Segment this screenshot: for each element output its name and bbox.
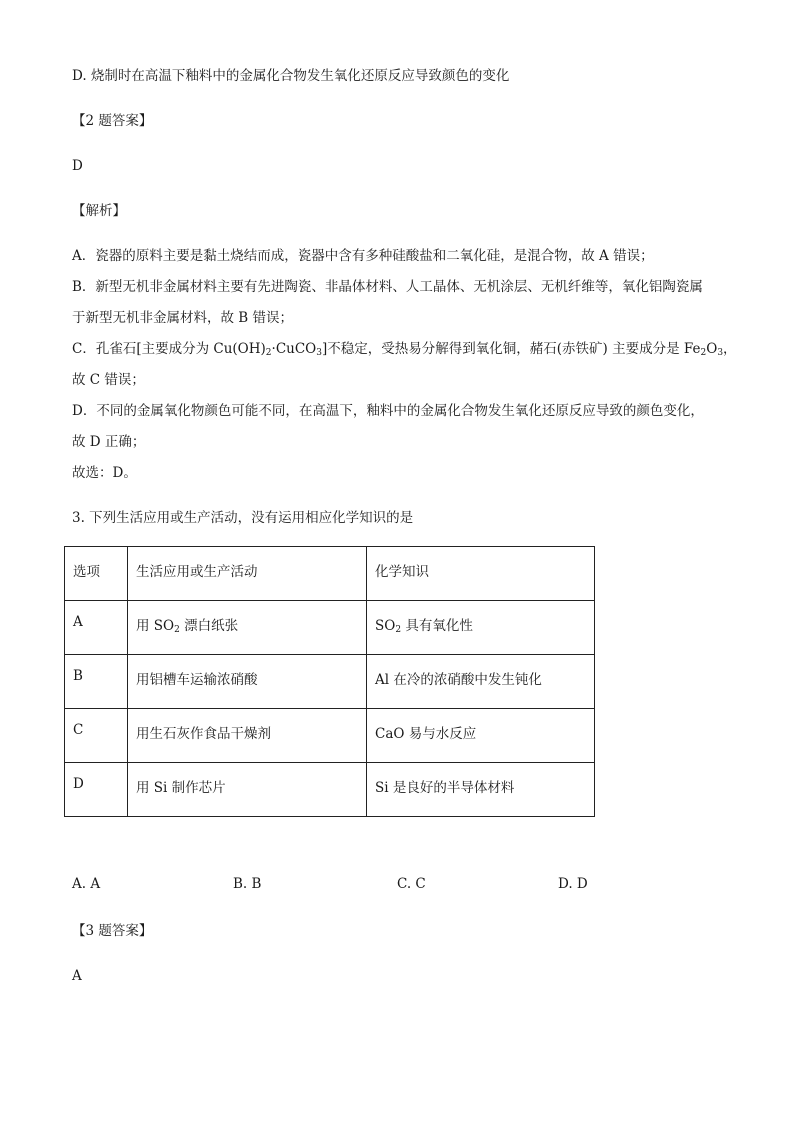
activity-cell: 用铝槽车运输浓硝酸	[128, 655, 367, 709]
q3-answer-heading: 【3 题答案】	[72, 923, 153, 939]
activity-sub: 2	[174, 625, 180, 635]
q2-answer-heading: 【2 题答案】	[72, 113, 153, 129]
q2-analysis-b-line2: 于新型无机非金属材料，故 B 错误；	[72, 310, 294, 326]
option-cell: C	[65, 709, 128, 763]
table-header-cell: 选项	[65, 547, 128, 601]
table-header-cell: 化学知识	[367, 547, 595, 601]
knowledge-cell: Si 是良好的半导体材料	[367, 763, 595, 817]
c-sub-2: 3	[316, 348, 322, 358]
table-row	[65, 709, 595, 763]
q2-conclusion: 故选：D。	[72, 465, 137, 481]
q2-analysis-heading: 【解析】	[72, 203, 126, 219]
q2-analysis-c-line1	[72, 339, 737, 359]
table-row	[65, 655, 595, 709]
table-header-cell: 生活应用或生产活动	[128, 547, 367, 601]
q2-analysis-b-line1: B．新型无机非金属材料主要有先进陶瓷、非晶体材料、人工晶体、无机涂层、无机纤维等，氧化铝陶瓷属	[72, 279, 703, 295]
c-text-5: ，	[723, 341, 737, 357]
table-header-row	[65, 547, 595, 601]
q3-choice-a: A. A	[72, 876, 101, 892]
activity-text: 用 SO	[136, 618, 175, 634]
q2-analysis-c-line2: 故 C 错误；	[72, 372, 145, 388]
activity-cell	[128, 601, 367, 655]
q3-stem: 3. 下列生活应用或生产活动，没有运用相应化学知识的是	[72, 510, 414, 526]
q3-table	[64, 546, 595, 817]
c-text-3: ]不稳定，受热易分解得到氧化铜，赭石(赤铁矿) 主要成分是 Fe	[321, 341, 701, 357]
c-sub-4: 3	[717, 348, 724, 358]
knowledge-sub: 2	[395, 625, 402, 635]
activity-cell: 用生石灰作食品干燥剂	[128, 709, 367, 763]
c-text-4: O	[706, 341, 718, 357]
q2-answer: D	[72, 158, 83, 174]
option-cell: A	[65, 601, 128, 655]
option-cell: D	[65, 763, 128, 817]
c-text-1: C．孔雀石[主要成分为 Cu(OH)	[72, 341, 266, 357]
q3-choice-d: D. D	[558, 876, 588, 892]
q2-analysis-a: A．瓷器的原料主要是黏土烧结而成，瓷器中含有多种硅酸盐和二氧化硅，是混合物，故 A 错误；	[72, 248, 654, 264]
activity-cell: 用 Si 制作芯片	[128, 763, 367, 817]
option-cell: B	[65, 655, 128, 709]
q2-option-d: D. 烧制时在高温下釉料中的金属化合物发生氧化还原反应导致颜色的变化	[72, 68, 510, 84]
c-sub-3: 2	[700, 348, 707, 358]
q3-choice-b: B. B	[233, 876, 262, 892]
q2-analysis-d-line1: D．不同的金属氧化物颜色可能不同，在高温下，釉料中的金属化合物发生氧化还原反应导致的颜色变化，	[72, 403, 704, 419]
knowledge-text: 具有氧化性	[401, 618, 473, 634]
c-text-2: ·CuCO	[271, 341, 317, 357]
q3-choice-c: C. C	[397, 876, 426, 892]
knowledge-text: SO	[375, 618, 396, 634]
q2-analysis-d-line2: 故 D 正确；	[72, 434, 146, 450]
knowledge-cell: CaO 易与水反应	[367, 709, 595, 763]
table-row	[65, 601, 595, 655]
c-sub-1: 2	[265, 348, 272, 358]
q3-answer: A	[72, 968, 82, 984]
knowledge-cell	[367, 601, 595, 655]
table-row	[65, 763, 595, 817]
activity-text: 漂白纸张	[179, 618, 239, 634]
knowledge-cell: Al 在冷的浓硝酸中发生钝化	[367, 655, 595, 709]
